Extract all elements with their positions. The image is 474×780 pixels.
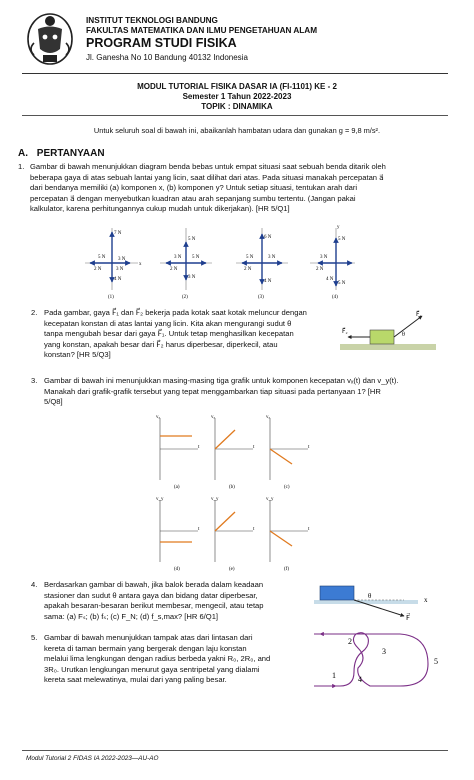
graph-t: t <box>198 445 200 450</box>
q5-line: Gambar di bawah menunjukkan tampak atas dari lintasan dari <box>44 633 253 642</box>
force-f2-label: F⃗₂ <box>342 329 348 335</box>
fbd-force-label: 5 N <box>338 237 346 242</box>
graph-axis: v_y <box>156 497 164 502</box>
q1-line: Gambar di bawah menunjukkan diagram benda bebas untuk empat situasi saat sebuah benda ditarik oleh <box>30 162 386 171</box>
force-f-label: F⃗ <box>406 614 411 622</box>
address: Jl. Ganesha No 10 Bandung 40132 Indonesia <box>86 53 248 62</box>
q3-graphs-figure <box>150 412 320 574</box>
graph-axis: v_y <box>266 497 274 502</box>
q3-line: 5/Q8] <box>44 397 63 407</box>
fbd-diagram-1 <box>85 228 142 300</box>
fbd-force-label: 3 N <box>320 255 328 260</box>
curve-label: 3 <box>382 647 386 656</box>
graph-axis: vₓ <box>156 415 160 420</box>
graph-label: (c) <box>284 485 290 490</box>
fbd-force-label: 5 N <box>98 255 106 260</box>
q1-number: 1. <box>18 162 25 171</box>
q2-line: konstan? [HR 5/Q3] <box>44 350 111 360</box>
module-title: MODUL TUTORIAL FISIKA DASAR IA (FI-1101) KE - 2 <box>137 82 337 91</box>
fbd-force-label: 2 N <box>244 267 252 272</box>
title-divider <box>22 115 448 116</box>
fbd-force-label: 5 N <box>192 255 200 260</box>
graph-t: t <box>198 527 200 532</box>
fbd-force-label: 2 N <box>316 267 324 272</box>
fbd-diagram-label: (1) <box>108 295 114 300</box>
itb-logo <box>24 9 76 67</box>
curve-label: 5 <box>434 657 438 666</box>
q5-text <box>44 633 270 686</box>
fbd-diagram-label: (2) <box>182 295 188 300</box>
fbd-force-label: 3 N <box>188 275 196 280</box>
module-semester: Semester 1 Tahun 2022-2023 <box>182 92 292 101</box>
q1-line: percepatan a⃗ dengan menyebutkan kuadran atau arah sepanjang sumbu tertentu. (Jangan pakai <box>30 193 356 203</box>
axis-y-label: y <box>337 225 340 230</box>
fbd-diagram-2 <box>160 228 212 300</box>
section-heading <box>18 148 105 159</box>
q3-number: 3. <box>31 376 38 385</box>
footer-text: Modul Tutorial 2 FIDAS IA 2022-2023—AU-AO <box>26 755 159 762</box>
fbd-force-label: 3 N <box>116 267 124 272</box>
program-name: PROGRAM STUDI FISIKA <box>86 36 237 50</box>
graph-axis: vₓ <box>211 415 215 420</box>
fbd-force-label: 6 N <box>264 235 272 240</box>
q1-line: kalkulator, karena perhitungannya cukup mudah untuk dikerjakan). [HR 5/Q1] <box>30 204 290 214</box>
graph-t: t <box>308 527 310 532</box>
q1-fbd-figure <box>80 220 360 302</box>
graph-d <box>156 497 200 572</box>
fbd-force-label: 3 N <box>268 255 276 260</box>
q3-line: Manakah dari grafik-grafik tersebut yang tepat menggambarkan tiap situasi pada pertanyaan 1? [HR <box>44 386 381 396</box>
graph-axis: vₓ <box>266 415 270 420</box>
graph-b <box>211 415 255 490</box>
q1-line: dari bendanya memiliki (a) komponen x, (b) komponen y? Untuk setiap situasi, tentukan arah dari <box>30 183 358 193</box>
q4-line: Berdasarkan gambar di bawah, jika balok berada dalam keadaan <box>44 580 264 589</box>
q1-text <box>30 162 386 215</box>
fbd-diagram-label: (3) <box>258 295 264 300</box>
q3-line: Gambar di bawah ini menunjukkan masing-masing tiga grafik untuk komponen kecepatan vₓ(t) dan v_y(t). <box>44 376 399 385</box>
graph-t: t <box>253 445 255 450</box>
graph-label: (b) <box>229 485 235 490</box>
theta-label: θ <box>402 332 405 338</box>
q2-line: kecepatan konstan di atas lantai yang licin. Kita akan mengurangi sudut θ <box>44 318 292 328</box>
graph-c <box>266 415 310 490</box>
curve-label: 1 <box>332 671 336 680</box>
header-divider <box>22 73 448 74</box>
fbd-force-label: 4 N <box>264 279 272 284</box>
module-topic: TOPIK : DINAMIKA <box>201 102 273 111</box>
q2-number: 2. <box>31 308 38 317</box>
force-f1-label: F⃗₁ <box>416 312 422 318</box>
q4-line: sama: (a) Fₛ; (b) fₛ; (c) F_N; (d) f_s,max? [HR 6/Q1] <box>44 611 219 621</box>
fbd-force-label: 2 N <box>170 267 178 272</box>
graph-label: (d) <box>174 567 180 572</box>
graph-t: t <box>253 527 255 532</box>
fbd-force-label: 4 N <box>326 277 334 282</box>
q3-text <box>44 376 399 408</box>
q5-number: 5. <box>31 633 38 642</box>
q5-track-figure <box>310 628 450 694</box>
q4-line: apakah besaran-besaran berikut membesar, mengecil, atau tetap <box>44 601 264 611</box>
fbd-force-label: 5 N <box>338 281 346 286</box>
graph-label: (a) <box>174 485 180 490</box>
fbd-force-label: 5 N <box>246 255 254 260</box>
q5-line: kereta saat melewatinya, mulai dari yang paling besar. <box>44 675 227 685</box>
section-number: A. <box>18 148 28 159</box>
q2-line: yang konstan, apakah besar dari F⃗₂ harus diperbesar, diperkecil, atau <box>44 339 278 349</box>
graph-label: (f) <box>284 567 289 572</box>
fbd-diagram-3 <box>236 228 288 300</box>
q2-line: tanpa mengubah besar dari gaya F⃗₁. Untuk tetap menghasilkan kecepatan <box>44 329 294 339</box>
graph-f <box>266 497 310 572</box>
q2-text <box>44 308 307 361</box>
q1-line: beberapa gaya di atas sebuah lantai yang licin, saat dilihat dari atas. Pada situasi manakah percepatan a⃗ <box>30 172 384 182</box>
axis-x-label: x <box>139 262 142 267</box>
theta-label: θ <box>368 592 372 600</box>
graph-axis: v_y <box>211 497 219 502</box>
q4-number: 4. <box>31 580 38 589</box>
curve-label: 2 <box>348 637 352 646</box>
footer-divider <box>22 750 448 751</box>
graph-a <box>156 415 200 490</box>
q4-block-figure <box>312 582 438 622</box>
q5-line: kereta di taman bermain yang bergerak dengan laju konstan <box>44 643 247 653</box>
graph-label: (e) <box>229 567 235 572</box>
fbd-force-label: 3 N <box>174 255 182 260</box>
q2-box-figure <box>338 306 438 356</box>
q4-text <box>44 580 264 622</box>
q2-line: Pada gambar, gaya F⃗₁ dan F⃗₂ bekerja pada kotak saat kotak meluncur dengan <box>44 308 307 317</box>
q5-line: 3R₀. Urutkan lengkungan menurut gaya sentripetal yang dialami <box>44 664 260 674</box>
graph-t: t <box>308 445 310 450</box>
fbd-force-label: 4 N <box>114 277 122 282</box>
faculty-name: FAKULTAS MATEMATIKA DAN ILMU PENGETAHUAN ALAM <box>86 26 318 35</box>
axis-x-label: x <box>424 596 428 604</box>
institute-name: INSTITUT TEKNOLOGI BANDUNG <box>86 16 218 25</box>
fbd-diagram-4 <box>310 225 355 300</box>
q5-line: melalui lima lengkungan dengan radius berbeda yakni R₀, 2R₀, and <box>44 654 271 664</box>
fbd-diagram-label: (4) <box>332 295 338 300</box>
graph-e <box>211 497 255 572</box>
q4-line: stasioner dan sudut θ antara gaya dan bidang datar diperbesar, <box>44 590 258 600</box>
curve-label: 4 <box>358 675 362 684</box>
fbd-force-label: 5 N <box>188 237 196 242</box>
fbd-force-label: 2 N <box>94 267 102 272</box>
fbd-force-label: 7 N <box>114 231 122 236</box>
section-title: PERTANYAAN <box>36 148 105 159</box>
fbd-force-label: 3 N <box>118 257 126 262</box>
intro-text: Untuk seluruh soal di bawah ini, abaikanlah hambatan udara dan gunakan g = 9,8 m/s². <box>93 126 381 135</box>
